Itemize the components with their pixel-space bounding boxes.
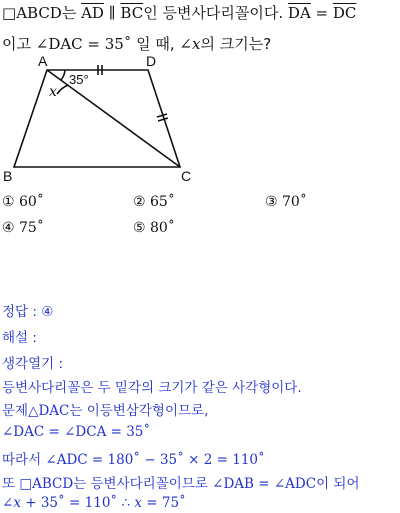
segment-dc: $\overline{DC}$ [332,4,357,22]
segment-bc: $\overline{BC}$ [120,4,144,22]
parallel-symbol: ∥ [103,4,121,22]
segment-da: $\overline{DA}$ [287,4,311,22]
solution-line-5-post: 이 되어 [316,476,360,492]
option-4-num: ④ [2,220,15,236]
solution-line-2-post: 는 이등변삼각형이므로, [69,403,209,419]
option-5-value: 80˚ [150,220,175,236]
option-3[interactable] [265,194,307,210]
solution-line-6-result: = 75˚ [141,495,186,511]
solution-line-2-pre: 문제△ [2,403,39,419]
text-igo: 이고 [2,35,36,53]
label-b: B [3,168,13,184]
text-il-ttae: 일 때, [131,35,180,53]
segment-ad: $\overline{AD}$ [81,4,104,22]
solution-line-5-math: ∠DAB = ∠ADC [212,476,317,492]
label-c: C [181,168,192,184]
option-2[interactable] [133,194,175,210]
option-4[interactable] [2,220,44,236]
solution-line-6-angle: ∠ [2,495,14,511]
triangle-dac: DAC [38,403,70,419]
quad-abcd: ABCD [16,4,62,22]
solution-line-5-mid: 는 등변사다리꼴이므로 [73,476,213,492]
angle-arc-35 [61,70,65,80]
variable-x: x [192,35,201,53]
answer-label: 정답 : ④ [2,304,54,320]
solution-line-3: ∠DAC = ∠DCA = 35˚ [2,424,151,440]
solution-line-5-abcd: ABCD [32,476,74,492]
option-2-value: 65˚ [150,194,175,210]
label-x: x [49,84,57,100]
explanation-label: 해설 : [2,330,37,346]
option-5-num: ⑤ [133,220,146,236]
option-1-value: 60˚ [19,194,44,210]
option-5[interactable] [133,220,175,236]
trapezoid-figure [0,52,210,187]
tick-dc-2 [158,118,168,121]
angle-arc [57,85,68,94]
question-line-1 [2,2,356,23]
option-3-num: ③ [265,194,278,210]
solution-line-1: 등변사다리꼴은 두 밑각의 크기가 같은 사각형이다. [2,380,302,396]
text-size-question: 의 크기는? [200,35,272,53]
question-line-2 [2,33,271,54]
option-1[interactable] [2,194,44,210]
solution-line-4-pre: 따라서 [2,452,46,468]
option-2-num: ② [133,194,146,210]
trapezoid-outline [14,70,180,167]
solution-line-4-math: ∠ADC = 180˚ − 35˚ × 2 = 110˚ [45,452,265,468]
label-a: A [38,53,48,69]
solution-line-6 [2,495,186,511]
solution-line-6-mid: + 35˚ = 110˚ ∴ [20,495,135,511]
text-trapezoid: 인 등변사다리꼴이다. [143,4,288,22]
solution-line-2 [2,399,208,419]
square-symbol: □ [2,4,17,22]
equals-symbol: = [310,4,333,22]
thinking-label: 생각열기 : [2,356,64,372]
solution-line-5-pre: 또 □ [2,476,33,492]
diagonal-ac [47,70,180,167]
angle-dac: ∠DAC = 35˚ [35,35,132,53]
label-d: D [146,53,157,69]
label-35: 35° [69,72,89,87]
text-neun: 는 [61,4,82,22]
option-4-value: 75˚ [19,220,44,236]
angle-symbol: ∠ [179,35,192,53]
solution-line-6-x2: x [134,495,142,511]
solution-line-6-x: x [13,495,21,511]
solution-line-5 [2,472,360,492]
solution-line-4 [2,448,265,468]
option-1-num: ① [2,194,15,210]
option-3-value: 70˚ [282,194,307,210]
